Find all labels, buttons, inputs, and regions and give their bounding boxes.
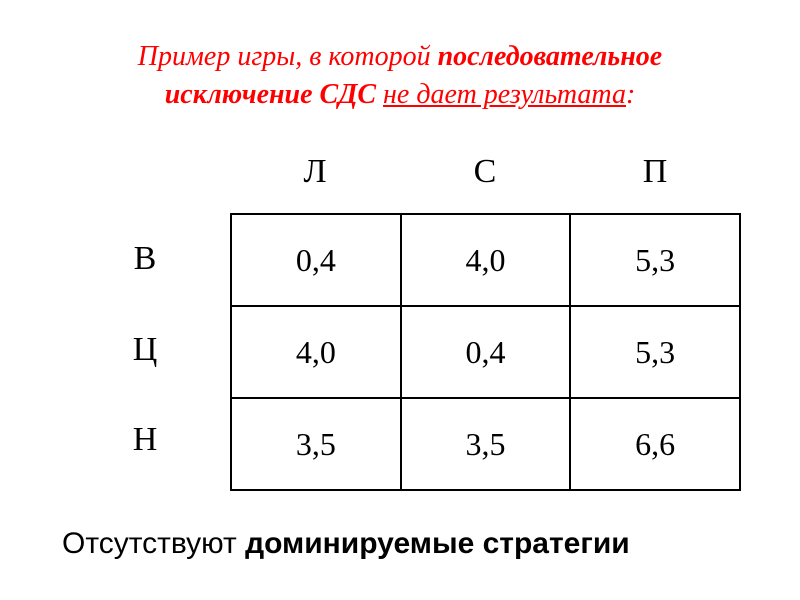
payoff-cell: 4,0 [231,306,401,398]
payoff-cell: 3,5 [231,398,401,490]
footer-note [62,525,630,563]
title-underlined-text: не дает результата [383,79,626,110]
payoff-cell: 0,4 [231,214,401,306]
footer-bold-text: доминируемые стратегии [245,527,630,560]
row-header-top: В [133,240,157,277]
payoff-cell: 6,6 [570,398,740,490]
column-header-left: Л [303,153,327,190]
title-line-1 [0,38,800,76]
table-row [231,214,740,306]
payoff-cell: 0,4 [401,306,571,398]
footer-text: Отсутствуют [62,527,246,560]
payoff-cell: 5,3 [570,214,740,306]
row-header-bottom: Н [132,421,158,458]
column-header-center: С [473,153,497,190]
title-bold-text-2: исключение СДС [164,79,384,110]
title-bold-text: последовательное [437,41,663,72]
row-header-middle: Ц [132,331,158,368]
column-header-right: П [642,153,668,190]
slide-title [0,38,800,114]
payoff-matrix [230,213,741,491]
payoff-cell: 4,0 [401,214,571,306]
table-row [231,398,740,490]
title-text: Пример игры, в которой [137,41,438,72]
title-colon: : [625,79,636,110]
payoff-cell: 5,3 [570,306,740,398]
table-row [231,306,740,398]
title-line-2 [0,76,800,114]
payoff-cell: 3,5 [401,398,571,490]
